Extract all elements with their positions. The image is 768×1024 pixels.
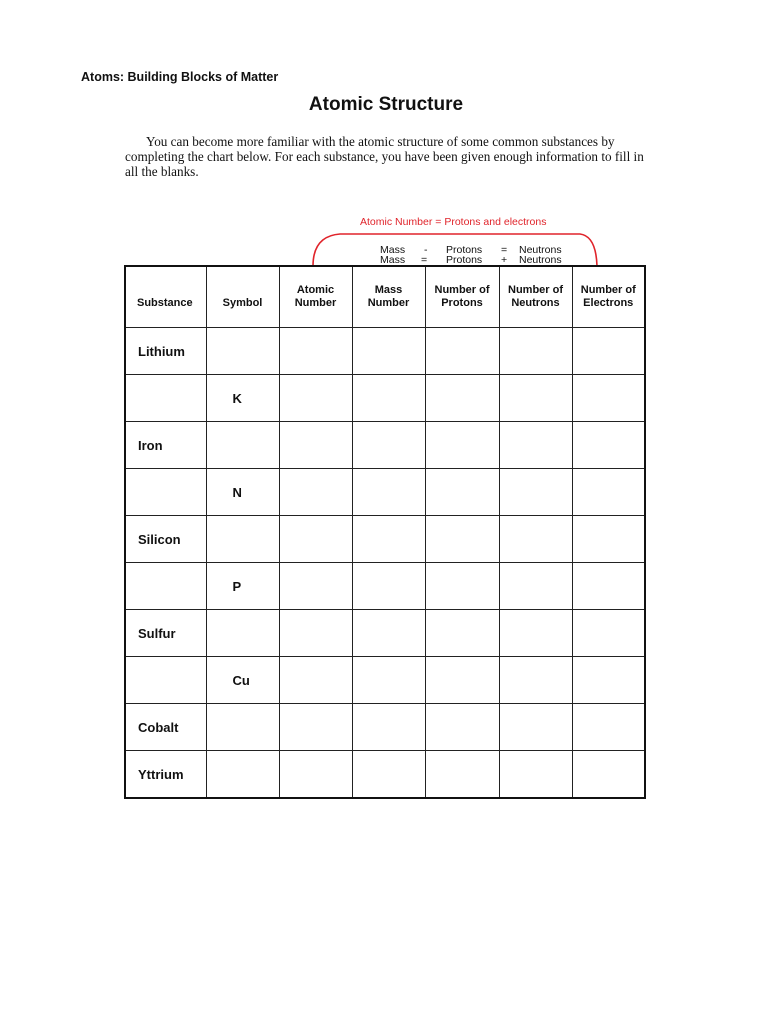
neutrons-blank-cell[interactable]	[499, 704, 572, 751]
formula-row1-op2: =	[501, 244, 508, 256]
electrons-blank-cell[interactable]	[572, 610, 645, 657]
electrons-blank-cell[interactable]	[572, 328, 645, 375]
mass-number-blank-cell[interactable]	[352, 704, 425, 751]
formula-row2-op1: =	[421, 254, 428, 266]
atomic-number-blank-cell[interactable]	[279, 375, 352, 422]
neutrons-blank-cell[interactable]	[499, 657, 572, 704]
header-protons	[425, 266, 499, 328]
neutrons-blank-cell[interactable]	[499, 469, 572, 516]
symbol-cell: P	[206, 563, 279, 610]
mass-number-blank-cell[interactable]	[352, 610, 425, 657]
table-row	[125, 751, 645, 799]
atomic-number-note: Atomic Number = Protons and electrons	[360, 216, 547, 228]
mass-number-blank-cell[interactable]	[352, 751, 425, 799]
intro-text: You can become more familiar with the atomic structure of some common substances by completing the chart below. For each substance, you have been given enough information to fill in all the blanks.	[125, 134, 644, 179]
header-mass-number	[352, 266, 425, 328]
table-header-row	[125, 266, 645, 328]
header-substance: Substance	[125, 266, 206, 328]
neutrons-blank-cell[interactable]	[499, 328, 572, 375]
header-neutrons-line1: Number of	[508, 284, 563, 296]
table-row	[125, 328, 645, 375]
mass-number-blank-cell[interactable]	[352, 328, 425, 375]
electrons-blank-cell[interactable]	[572, 516, 645, 563]
protons-blank-cell[interactable]	[425, 375, 499, 422]
neutrons-blank-cell[interactable]	[499, 610, 572, 657]
table-row	[125, 516, 645, 563]
neutrons-blank-cell[interactable]	[499, 563, 572, 610]
mass-number-blank-cell[interactable]	[352, 516, 425, 563]
table-row	[125, 657, 645, 704]
table-row	[125, 422, 645, 469]
symbol-cell	[206, 422, 279, 469]
table-row	[125, 563, 645, 610]
electrons-blank-cell[interactable]	[572, 751, 645, 799]
table-row	[125, 375, 645, 422]
electrons-blank-cell[interactable]	[572, 563, 645, 610]
formula-row1-term2: Protons	[446, 244, 483, 256]
protons-blank-cell[interactable]	[425, 469, 499, 516]
protons-blank-cell[interactable]	[425, 610, 499, 657]
substance-cell	[125, 375, 206, 422]
electrons-blank-cell[interactable]	[572, 422, 645, 469]
mass-number-blank-cell[interactable]	[352, 422, 425, 469]
header-symbol: Symbol	[206, 266, 279, 328]
atomic-number-blank-cell[interactable]	[279, 751, 352, 799]
protons-blank-cell[interactable]	[425, 657, 499, 704]
mass-number-blank-cell[interactable]	[352, 657, 425, 704]
table-row	[125, 610, 645, 657]
mass-number-blank-cell[interactable]	[352, 563, 425, 610]
unit-title: Atoms: Building Blocks of Matter	[81, 70, 279, 84]
protons-blank-cell[interactable]	[425, 563, 499, 610]
formula-row2-term3: Neutrons	[519, 254, 562, 266]
formula-row2-term2: Protons	[446, 254, 483, 266]
neutrons-blank-cell[interactable]	[499, 516, 572, 563]
atomic-number-blank-cell[interactable]	[279, 469, 352, 516]
electrons-blank-cell[interactable]	[572, 704, 645, 751]
formula-row2-term1: Mass	[380, 254, 406, 266]
electrons-blank-cell[interactable]	[572, 469, 645, 516]
atomic-number-blank-cell[interactable]	[279, 422, 352, 469]
formula-row2-op2: +	[501, 254, 508, 266]
atomic-number-blank-cell[interactable]	[279, 516, 352, 563]
header-neutrons	[499, 266, 572, 328]
substance-cell: Cobalt	[125, 704, 206, 751]
protons-blank-cell[interactable]	[425, 328, 499, 375]
symbol-cell: Cu	[206, 657, 279, 704]
protons-blank-cell[interactable]	[425, 704, 499, 751]
symbol-cell	[206, 751, 279, 799]
header-protons-line1: Number of	[434, 284, 490, 296]
electrons-blank-cell[interactable]	[572, 375, 645, 422]
neutrons-blank-cell[interactable]	[499, 375, 572, 422]
formula-row1-op1: -	[424, 244, 428, 256]
header-electrons	[572, 266, 645, 328]
mass-number-blank-cell[interactable]	[352, 375, 425, 422]
table-row	[125, 704, 645, 751]
symbol-cell: N	[206, 469, 279, 516]
header-mass-number-line1: Mass	[374, 284, 403, 296]
substance-cell	[125, 563, 206, 610]
electrons-blank-cell[interactable]	[572, 657, 645, 704]
atomic-number-blank-cell[interactable]	[279, 328, 352, 375]
atomic-number-blank-cell[interactable]	[279, 563, 352, 610]
header-electrons-line1: Number of	[580, 284, 636, 296]
atomic-structure-table	[124, 265, 646, 799]
substance-cell: Iron	[125, 422, 206, 469]
substance-cell	[125, 657, 206, 704]
substance-cell: Silicon	[125, 516, 206, 563]
protons-blank-cell[interactable]	[425, 516, 499, 563]
formula-row1-term3: Neutrons	[519, 244, 562, 256]
protons-blank-cell[interactable]	[425, 422, 499, 469]
table-row	[125, 469, 645, 516]
neutrons-blank-cell[interactable]	[499, 751, 572, 799]
page-title: Atomic Structure	[308, 94, 464, 115]
symbol-cell	[206, 610, 279, 657]
header-atomic-number-line2: Number	[294, 297, 337, 309]
substance-cell: Sulfur	[125, 610, 206, 657]
header-neutrons-line2: Neutrons	[511, 297, 560, 309]
header-atomic-number	[279, 266, 352, 328]
atomic-number-blank-cell[interactable]	[279, 704, 352, 751]
symbol-cell	[206, 704, 279, 751]
header-atomic-number-line1: Atomic	[296, 284, 335, 296]
symbol-cell	[206, 328, 279, 375]
header-electrons-line2: Electrons	[583, 297, 634, 309]
symbol-cell	[206, 516, 279, 563]
table-body	[125, 328, 645, 799]
substance-cell: Lithium	[125, 328, 206, 375]
atomic-number-blank-cell[interactable]	[279, 657, 352, 704]
mass-number-blank-cell[interactable]	[352, 469, 425, 516]
header-mass-number-line2: Number	[367, 297, 410, 309]
symbol-cell: K	[206, 375, 279, 422]
substance-cell	[125, 469, 206, 516]
neutrons-blank-cell[interactable]	[499, 422, 572, 469]
substance-cell: Yttrium	[125, 751, 206, 799]
protons-blank-cell[interactable]	[425, 751, 499, 799]
atomic-number-blank-cell[interactable]	[279, 610, 352, 657]
formula-row1-term1: Mass	[380, 244, 406, 256]
header-protons-line2: Protons	[441, 297, 483, 309]
